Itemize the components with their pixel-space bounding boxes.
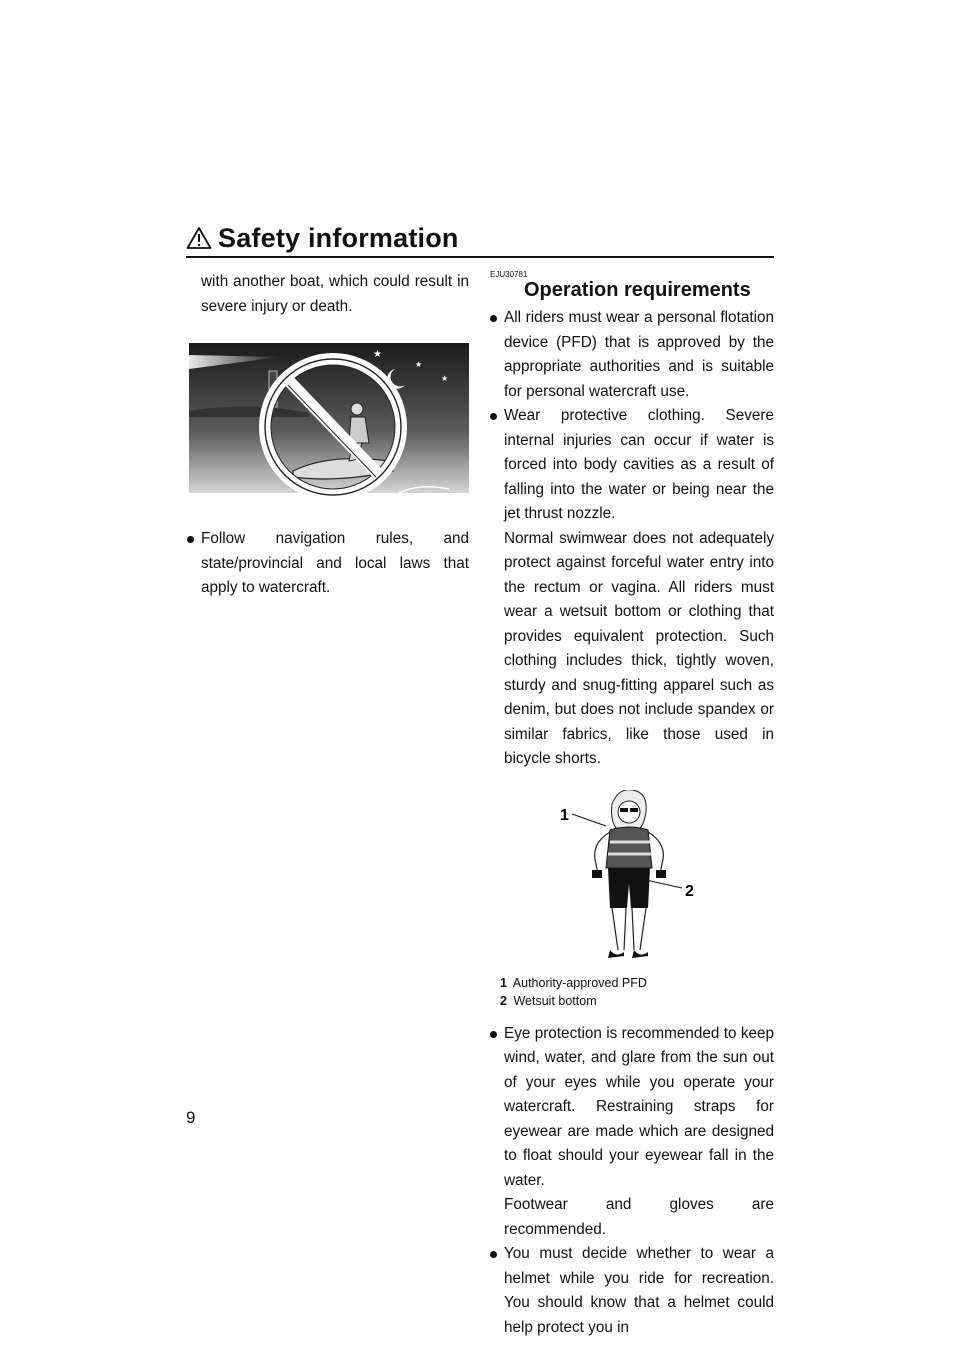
right-column — [490, 270, 774, 1340]
continued-paragraph: with another boat, which could result in severe injury or death. — [201, 273, 469, 315]
callout-2: 2 — [685, 882, 694, 900]
bullet-icon — [490, 1251, 497, 1258]
left-column — [187, 270, 469, 601]
list-item: Wear protective clothing. Severe internal injuries can occur if water is forced into body cavities as a result of falling into the water or being near the jet thrust nozzle. Normal swimwear does not adequately protect against forceful water entry into the rectum or vagina. All riders must wear a wetsuit bottom or clothing that provides equivalent protection. Such clothing includes thick, tightly woven, sturdy and snug-fitting apparel such as denim, but does not include spandex or similar fabrics, like those used in bicycle shorts. — [490, 404, 774, 772]
list-item: Eye protection is recommended to keep wind, water, and glare from the sun out of your eyes while you operate your watercraft. Restraining straps for eyewear are made which are designed to float should your eyewear fall in the water. Footwear and gloves are recommended. — [490, 1022, 774, 1243]
caption-item: 2 Wetsuit bottom — [500, 993, 597, 1008]
svg-text:★: ★ — [415, 360, 423, 369]
page-number: 9 — [186, 1108, 196, 1127]
bullet-icon — [490, 315, 497, 322]
bullet-icon — [490, 1031, 497, 1038]
reference-code: EJU30781 — [490, 270, 528, 279]
page-header — [186, 222, 774, 258]
list-item: Follow navigation rules, and state/provincial and local laws that apply to watercraft. — [187, 527, 469, 601]
bullet-icon — [490, 413, 497, 420]
list-item: All riders must wear a personal flotation device (PFD) that is approved by the appropriate authorities and is suitable for personal watercraft use. — [490, 306, 774, 404]
figure-captions — [500, 974, 774, 1010]
list-item: You must decide whether to wear a helmet while you ride for recreation. You should know that a helmet could help protect you in — [490, 1242, 774, 1340]
night-riding-prohibited-illustration — [189, 343, 469, 503]
callout-1: 1 — [560, 806, 569, 824]
warning-triangle-icon — [186, 226, 212, 250]
section-title: Operation requirements — [524, 279, 751, 301]
page-title: Safety information — [218, 223, 459, 253]
svg-text:★: ★ — [441, 374, 449, 383]
svg-text:★: ★ — [373, 349, 382, 360]
caption-item: 1 Authority-approved PFD — [500, 975, 647, 990]
rider-with-pfd-illustration — [560, 790, 710, 968]
bullet-icon — [187, 536, 194, 543]
